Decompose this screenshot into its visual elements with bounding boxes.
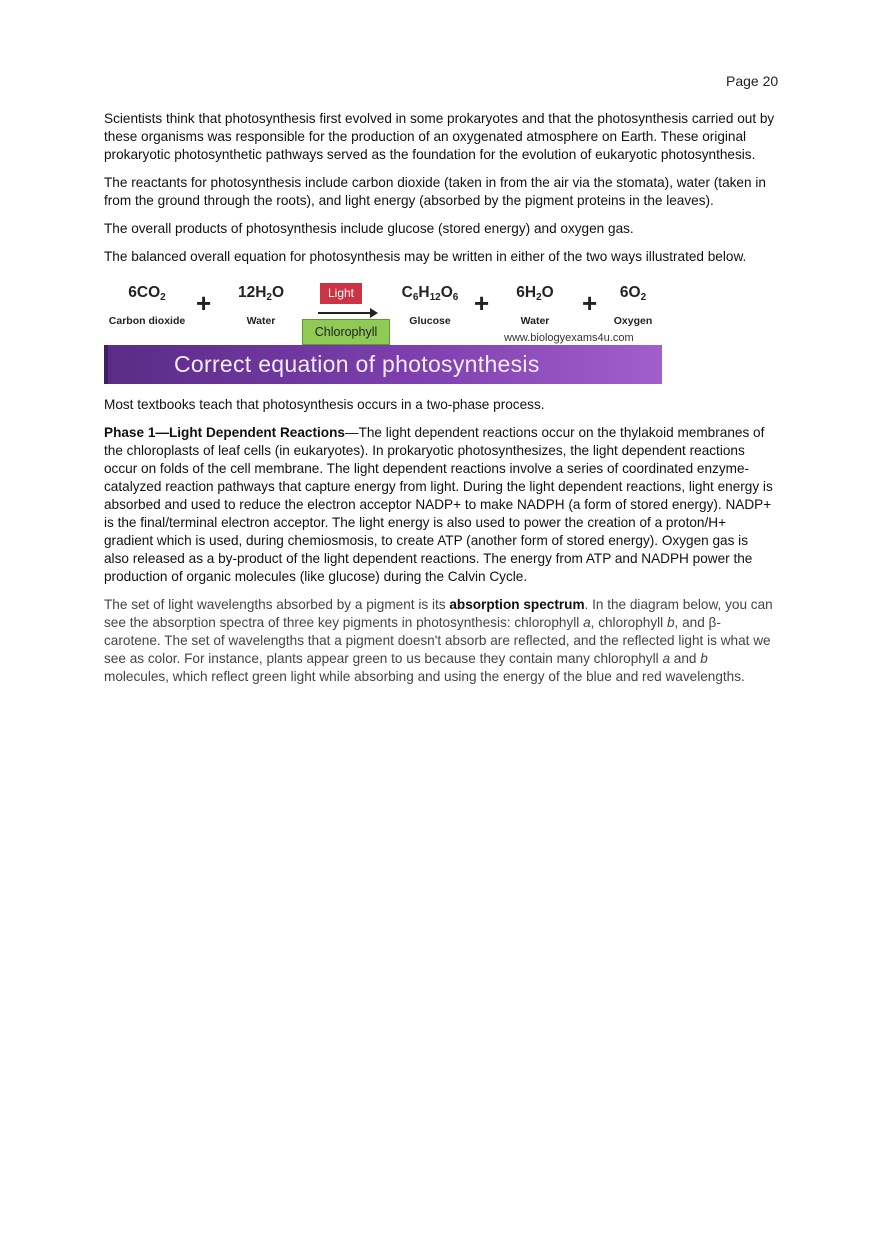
page-content bbox=[104, 110, 776, 696]
plus-sign: + bbox=[196, 288, 212, 318]
water-formula: 12H bbox=[237, 284, 267, 301]
water-reactant-term bbox=[226, 284, 296, 330]
glucose-h-sub: 12 bbox=[429, 292, 441, 303]
oxygen-subscript: 2 bbox=[640, 292, 647, 303]
oxygen-term bbox=[604, 284, 662, 330]
co2-term bbox=[104, 284, 190, 330]
chlorophyll-b-italic: b bbox=[666, 615, 675, 630]
page-number: Page 20 bbox=[726, 73, 779, 89]
photosynthesis-equation-figure bbox=[104, 280, 662, 384]
source-url: www.biologyexams4u.com bbox=[504, 332, 634, 344]
glucose-c: C bbox=[401, 284, 413, 301]
absorption-text-5: and bbox=[670, 651, 701, 666]
chlorophyll-b-italic: b bbox=[700, 651, 708, 666]
paragraph-absorption-spectrum bbox=[104, 596, 776, 686]
co2-subscript: 2 bbox=[160, 292, 166, 303]
paragraph-origin: Scientists think that photosynthesis first evolved in some prokaryotes and that the photosynthesis carried out by these organisms was responsible for the production of an oxygenated atmosphere on Earth. These original prokaryotic photosynthetic pathways served as the foundation for the evolution of eukaryotic photosynthesis. bbox=[104, 111, 775, 162]
glucose-label: Glucose bbox=[409, 315, 451, 327]
absorption-text-6: molecules, which reflect green light while absorbing and using the energy of the blue and red wavelengths. bbox=[104, 669, 745, 684]
co2-label: Carbon dioxide bbox=[108, 315, 186, 327]
glucose-h: H bbox=[418, 284, 430, 301]
water-product-tail: O bbox=[541, 284, 554, 301]
water-formula-tail: O bbox=[271, 284, 285, 301]
equation-banner: Correct equation of photosynthesis bbox=[104, 345, 662, 384]
co2-formula: 6CO bbox=[128, 284, 161, 301]
glucose-term bbox=[394, 284, 466, 330]
chlorophyll-a-italic: a bbox=[583, 615, 591, 630]
glucose-o: O bbox=[440, 284, 453, 301]
water-label: Water bbox=[246, 315, 276, 327]
reaction-arrow-icon bbox=[318, 308, 378, 318]
oxygen-label: Oxygen bbox=[613, 315, 653, 327]
water-product-term bbox=[502, 284, 568, 330]
glucose-o-sub: 6 bbox=[452, 292, 459, 303]
banner-left-strip bbox=[104, 345, 108, 384]
absorption-text-1: The set of light wavelengths absorbed by a pigment is its bbox=[104, 597, 450, 612]
phase-1-heading: Phase 1—Light Dependent Reactions bbox=[104, 425, 345, 440]
chlorophyll-a-italic: a bbox=[662, 651, 670, 666]
glucose-c-sub: 6 bbox=[412, 292, 419, 303]
absorption-text-4: , and β-carotene. The set of wavelengths that a pigment doesn't absorb are reflected, and the reflected light is what we see as color. For instance, plants appear green to us because they contain many chlorophyll bbox=[104, 615, 771, 666]
water-product-subscript: 2 bbox=[536, 292, 542, 303]
plus-sign: + bbox=[582, 288, 598, 318]
absorption-text-3: , chlorophyll bbox=[590, 615, 667, 630]
paragraph-products: The overall products of photosynthesis include glucose (stored energy) and oxygen gas. bbox=[104, 221, 634, 236]
plus-sign: + bbox=[474, 288, 490, 318]
paragraph-phase-1 bbox=[104, 424, 776, 586]
light-box: Light bbox=[320, 283, 362, 304]
chlorophyll-box: Chlorophyll bbox=[302, 319, 390, 345]
water-subscript: 2 bbox=[266, 292, 272, 303]
paragraph-reactants: The reactants for photosynthesis include carbon dioxide (taken in from the air via the stomata), water (taken in from the ground through the roots), and light energy (absorbed by the pigment proteins in the leaves). bbox=[104, 175, 766, 208]
oxygen-formula: 6O bbox=[619, 284, 641, 301]
water-product-label: Water bbox=[520, 315, 550, 327]
absorption-spectrum-term: absorption spectrum bbox=[449, 597, 585, 612]
absorption-text-2: . In the diagram below, you can see the absorption spectra of three key pigments in photosynthesis: chlorophyll bbox=[104, 597, 773, 630]
paragraph-two-phase: Most textbooks teach that photosynthesis occurs in a two-phase process. bbox=[104, 397, 545, 412]
phase-1-body: —The light dependent reactions occur on the thylakoid membranes of the chloroplasts of leaf cells (in eukaryotes). In prokaryotic photosynthesizes, the light dependent reactions occur on folds of the cell membrane. The light dependent reactions involve a series of coordinated enzyme-catalyzed reaction pathways that capture energy from light. During the light dependent reactions, light energy is absorbed and used to reduce the electron acceptor NADP+ to make NADPH (a form of stored energy). NADP+ is the final/terminal electron acceptor. The light energy is also used to power the creation of a proton/H+ gradient which is used, during chemiosmosis, to create ATP (another form of stored energy). Oxygen gas is also released as a by-product of the light dependent reactions. The energy from ATP and NADPH power the production of organic molecules (like glucose) during the Calvin Cycle. bbox=[104, 425, 773, 584]
water-product-formula: 6H bbox=[516, 284, 537, 301]
paragraph-equation-intro: The balanced overall equation for photosynthesis may be written in either of the two ways illustrated below. bbox=[104, 249, 747, 264]
